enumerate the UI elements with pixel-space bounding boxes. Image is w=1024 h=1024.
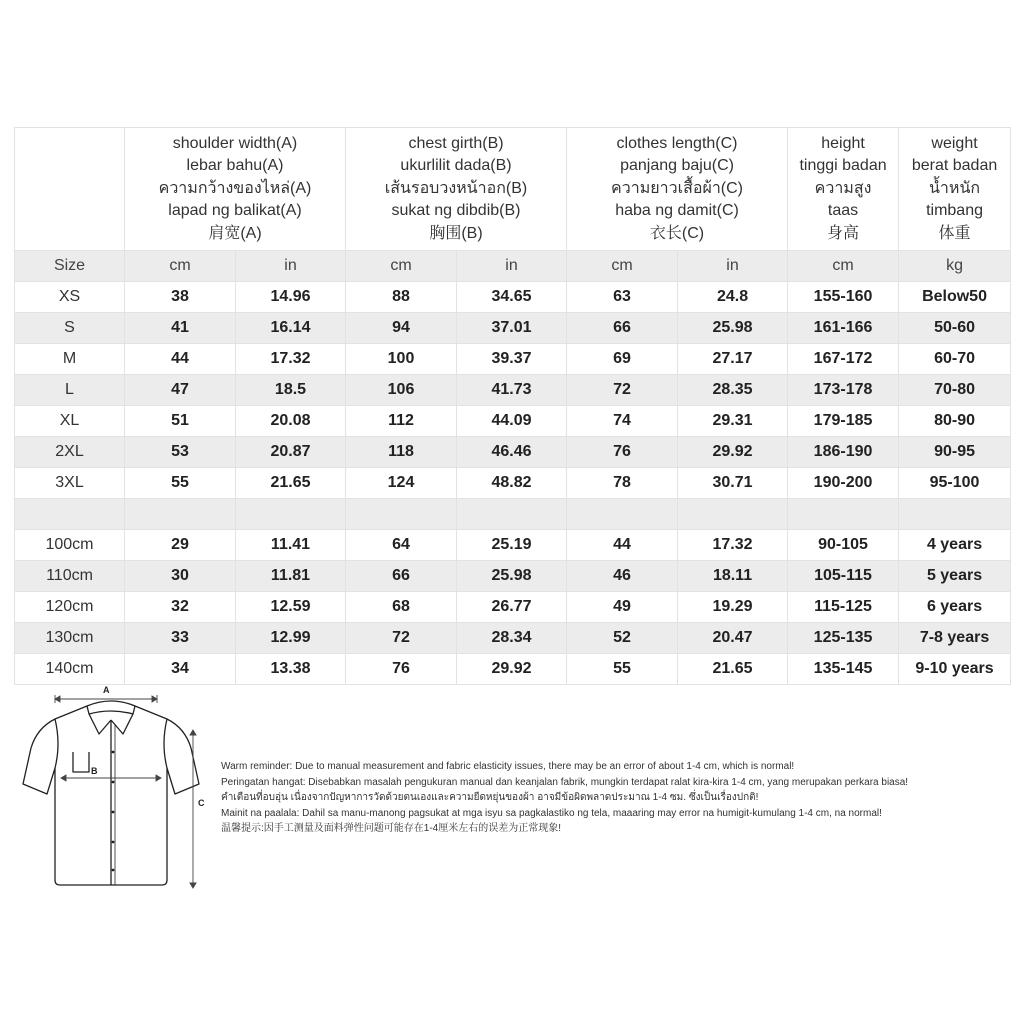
value-cell: 72 <box>346 623 457 654</box>
unit-cell: in <box>678 251 788 282</box>
value-cell: 25.98 <box>457 561 567 592</box>
value-cell: 44.09 <box>457 406 567 437</box>
value-cell: 49 <box>567 592 678 623</box>
value-cell: 51 <box>125 406 236 437</box>
unit-row <box>15 251 1011 282</box>
value-cell: 6 years <box>899 592 1011 623</box>
value-cell: 12.99 <box>236 623 346 654</box>
note-chinese: 温馨提示:因手工测量及面料弹性问题可能存在1-4厘米左右的误差为正常现象! <box>221 823 562 834</box>
label-a: A <box>103 685 110 695</box>
value-cell: 70-80 <box>899 375 1011 406</box>
value-cell: 55 <box>567 654 678 685</box>
value-cell: 135-145 <box>788 654 899 685</box>
value-cell: 30 <box>125 561 236 592</box>
size-label-cell: XS <box>15 282 125 313</box>
value-cell: 68 <box>346 592 457 623</box>
size-label-cell: 2XL <box>15 437 125 468</box>
size-label-cell: S <box>15 313 125 344</box>
value-cell: 60-70 <box>899 344 1011 375</box>
table-row <box>15 468 1011 499</box>
value-cell: 155-160 <box>788 282 899 313</box>
value-cell: 69 <box>567 344 678 375</box>
value-cell: 63 <box>567 282 678 313</box>
table-row <box>15 530 1011 561</box>
value-cell: 125-135 <box>788 623 899 654</box>
size-label-cell: 140cm <box>15 654 125 685</box>
value-cell: 38 <box>125 282 236 313</box>
header-row <box>15 128 1011 251</box>
header-corner <box>15 128 125 251</box>
value-cell: 29.92 <box>457 654 567 685</box>
table-row <box>15 654 1011 685</box>
kids-size-rows <box>15 530 1011 685</box>
value-cell: 173-178 <box>788 375 899 406</box>
value-cell: 34 <box>125 654 236 685</box>
size-label-cell: M <box>15 344 125 375</box>
value-cell: 28.35 <box>678 375 788 406</box>
header-clothes-length: clothes length(C) panjang baju(C) ความยาวเสื้อผ้า(C) haba ng damit(C) 衣长(C) <box>567 128 788 251</box>
shirt-collar-left <box>89 714 111 734</box>
unit-cell: in <box>457 251 567 282</box>
shirt-collar <box>87 701 135 714</box>
value-cell: 39.37 <box>457 344 567 375</box>
value-cell: 105-115 <box>788 561 899 592</box>
value-cell: 115-125 <box>788 592 899 623</box>
value-cell: 14.96 <box>236 282 346 313</box>
value-cell: 90-95 <box>899 437 1011 468</box>
value-cell: 21.65 <box>236 468 346 499</box>
value-cell: 74 <box>567 406 678 437</box>
unit-cell: in <box>236 251 346 282</box>
value-cell: 46 <box>567 561 678 592</box>
value-cell: 55 <box>125 468 236 499</box>
unit-cell: cm <box>567 251 678 282</box>
value-cell: 95-100 <box>899 468 1011 499</box>
value-cell: 161-166 <box>788 313 899 344</box>
table-row <box>15 561 1011 592</box>
value-cell: 100 <box>346 344 457 375</box>
shirt-armhole-left <box>55 719 58 768</box>
separator-row <box>15 499 1011 530</box>
value-cell: 48.82 <box>457 468 567 499</box>
value-cell: 66 <box>346 561 457 592</box>
table-row <box>15 282 1011 313</box>
note-malay: Peringatan hangat: Disebabkan masalah pengukuran manual dan keanjalan fabrik, mungkin terdapat ralat kira-kira 1-4 cm, yang merupakan perkara biasa! <box>221 776 909 788</box>
value-cell: 24.8 <box>678 282 788 313</box>
value-cell: 20.47 <box>678 623 788 654</box>
value-cell: 26.77 <box>457 592 567 623</box>
value-cell: 124 <box>346 468 457 499</box>
value-cell: 53 <box>125 437 236 468</box>
value-cell: 25.98 <box>678 313 788 344</box>
value-cell: 94 <box>346 313 457 344</box>
value-cell: 88 <box>346 282 457 313</box>
value-cell: 179-185 <box>788 406 899 437</box>
value-cell: 76 <box>346 654 457 685</box>
value-cell: 29 <box>125 530 236 561</box>
shirt-armhole-right <box>164 719 167 768</box>
unit-cell: cm <box>346 251 457 282</box>
header-chest-girth: chest girth(B) ukurlilit dada(B) เส้นรอบวงหน้าอก(B) sukat ng dibdib(B) 胸围(B) <box>346 128 567 251</box>
adult-size-rows <box>15 282 1011 499</box>
value-cell: 37.01 <box>457 313 567 344</box>
table-row <box>15 375 1011 406</box>
value-cell: 72 <box>567 375 678 406</box>
table-row <box>15 437 1011 468</box>
unit-cell: kg <box>899 251 1011 282</box>
value-cell: 41.73 <box>457 375 567 406</box>
header-height: height tinggi badan ความสูง taas 身高 <box>788 128 899 251</box>
value-cell: 11.41 <box>236 530 346 561</box>
value-cell: 16.14 <box>236 313 346 344</box>
value-cell: 18.5 <box>236 375 346 406</box>
value-cell: 18.11 <box>678 561 788 592</box>
size-label-cell: 120cm <box>15 592 125 623</box>
value-cell: 186-190 <box>788 437 899 468</box>
value-cell: 41 <box>125 313 236 344</box>
value-cell: 90-105 <box>788 530 899 561</box>
size-label-cell: 3XL <box>15 468 125 499</box>
value-cell: 20.08 <box>236 406 346 437</box>
size-chart-table <box>14 127 1011 685</box>
value-cell: 64 <box>346 530 457 561</box>
value-cell: 17.32 <box>678 530 788 561</box>
value-cell: 28.34 <box>457 623 567 654</box>
size-label-cell: 130cm <box>15 623 125 654</box>
value-cell: 7-8 years <box>899 623 1011 654</box>
value-cell: 29.31 <box>678 406 788 437</box>
size-label-cell: XL <box>15 406 125 437</box>
unit-cell: cm <box>788 251 899 282</box>
shirt-diagram <box>15 682 205 897</box>
table-row <box>15 623 1011 654</box>
value-cell: 4 years <box>899 530 1011 561</box>
table-row <box>15 313 1011 344</box>
value-cell: 167-172 <box>788 344 899 375</box>
table-row <box>15 592 1011 623</box>
size-label-cell: 100cm <box>15 530 125 561</box>
value-cell: 118 <box>346 437 457 468</box>
note-english: Warm reminder: Due to manual measurement and fabric elasticity issues, there may be an error of about 1-4 cm, which is normal! <box>221 761 795 772</box>
value-cell: 78 <box>567 468 678 499</box>
header-shoulder-width: shoulder width(A) lebar bahu(A) ความกว้างของไหล่(A) lapad ng balikat(A) 肩宽(A) <box>125 128 346 251</box>
value-cell: 33 <box>125 623 236 654</box>
value-cell: 52 <box>567 623 678 654</box>
shirt-collar-right <box>111 714 133 734</box>
value-cell: 80-90 <box>899 406 1011 437</box>
table-row <box>15 344 1011 375</box>
value-cell: 44 <box>125 344 236 375</box>
value-cell: 66 <box>567 313 678 344</box>
shirt-pocket <box>73 752 89 772</box>
label-c: C <box>198 798 205 808</box>
value-cell: 44 <box>567 530 678 561</box>
value-cell: 13.38 <box>236 654 346 685</box>
note-filipino: Mainit na paalala: Dahil sa manu-manong pagsukat at mga isyu sa pagkalastiko ng tela, maaaring may error na humigit-kumulang 1-4 cm, na normal! <box>221 807 882 819</box>
value-cell: 106 <box>346 375 457 406</box>
value-cell: 112 <box>346 406 457 437</box>
value-cell: 11.81 <box>236 561 346 592</box>
value-cell: 19.29 <box>678 592 788 623</box>
value-cell: 50-60 <box>899 313 1011 344</box>
value-cell: 21.65 <box>678 654 788 685</box>
label-b: B <box>91 766 98 776</box>
value-cell: 34.65 <box>457 282 567 313</box>
table-row <box>15 406 1011 437</box>
unit-cell: Size <box>15 251 125 282</box>
value-cell: 32 <box>125 592 236 623</box>
value-cell: 5 years <box>899 561 1011 592</box>
value-cell: 47 <box>125 375 236 406</box>
size-label-cell: 110cm <box>15 561 125 592</box>
value-cell: 76 <box>567 437 678 468</box>
measurement-notes <box>221 759 1011 837</box>
value-cell: 29.92 <box>678 437 788 468</box>
value-cell: 12.59 <box>236 592 346 623</box>
value-cell: 190-200 <box>788 468 899 499</box>
unit-cell: cm <box>125 251 236 282</box>
header-weight: weight berat badan น้ำหนัก timbang 体重 <box>899 128 1011 251</box>
value-cell: 27.17 <box>678 344 788 375</box>
size-label-cell: L <box>15 375 125 406</box>
value-cell: 46.46 <box>457 437 567 468</box>
value-cell: 9-10 years <box>899 654 1011 685</box>
value-cell: 20.87 <box>236 437 346 468</box>
value-cell: 17.32 <box>236 344 346 375</box>
note-thai: คำเตือนที่อบอุ่น เนื่องจากปัญหาการวัดด้วยตนเองและความยืดหยุ่นของผ้า อาจมีข้อผิดพลาดประมาณ 1-4 ซม. ซึ่งเป็นเรื่องปกติ! <box>221 792 759 803</box>
value-cell: 30.71 <box>678 468 788 499</box>
value-cell: Below50 <box>899 282 1011 313</box>
value-cell: 25.19 <box>457 530 567 561</box>
